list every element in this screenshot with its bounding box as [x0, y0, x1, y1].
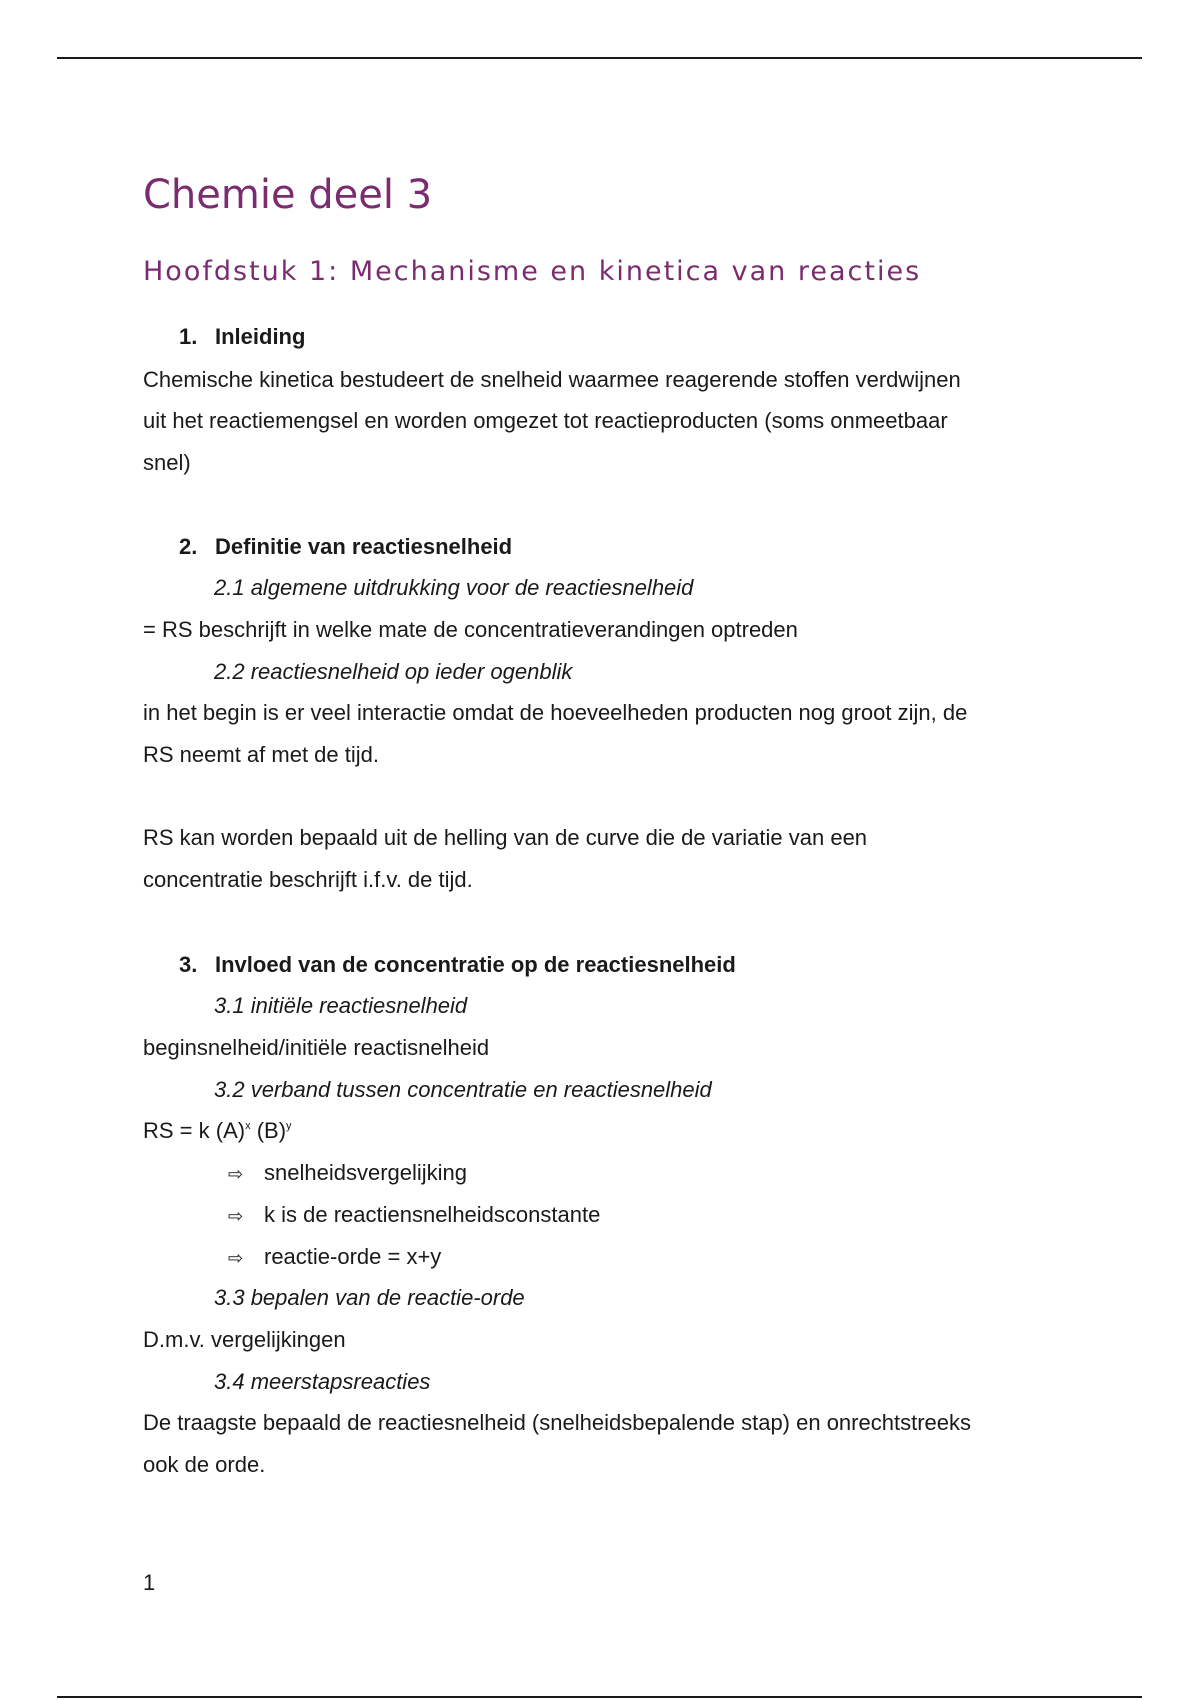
paragraph-line: = RS beschrijft in welke mate de concentratieverandingen optreden: [143, 617, 798, 642]
section-1-title: Inleiding: [215, 324, 306, 349]
list-item-text: snelheidsvergelijking: [264, 1160, 468, 1185]
arrow-right-icon: ⇨: [228, 1164, 244, 1184]
paragraph-line: ook de orde.: [143, 1452, 266, 1477]
paragraph-line: uit het reactiemengsel en worden omgezet tot reactieproducten (soms onmeetbaar: [143, 408, 948, 433]
paragraph-line: RS kan worden bepaald uit de helling van de curve die de variatie van een: [143, 825, 868, 850]
list-item-text: k is de reactiensnelheidsconstante: [264, 1202, 601, 1227]
list-item: [228, 1242, 441, 1273]
section-3-title: Invloed van de concentratie op de reactiesnelheid: [215, 952, 736, 977]
paragraph-line: in het begin is er veel interactie omdat de hoeveelheden producten nog groot zijn, de: [143, 700, 968, 725]
paragraph-line: concentratie beschrijft i.f.v. de tijd.: [143, 867, 473, 892]
rate-equation: [143, 1116, 292, 1146]
page-number: 1: [143, 1570, 156, 1595]
subsection-3-4-title: 3.4 meerstapsreacties: [214, 1369, 431, 1394]
section-2-number: 2.: [179, 534, 198, 559]
formula-part: (B): [250, 1118, 287, 1143]
arrow-right-icon: ⇨: [228, 1206, 244, 1226]
document-title: Chemie deel 3: [143, 172, 433, 218]
paragraph-line: RS neemt af met de tijd.: [143, 742, 379, 767]
subsection-2-2-title: 2.2 reactiesnelheid op ieder ogenblik: [214, 659, 573, 684]
footer-rule: [57, 1696, 1142, 1698]
header-rule: [57, 57, 1142, 59]
list-item: [228, 1158, 467, 1189]
paragraph-line: De traagste bepaald de reactiesnelheid (snelheidsbepalende stap) en onrechtstreeks: [143, 1410, 971, 1435]
chapter-title: Hoofdstuk 1: Mechanisme en kinetica van reacties: [143, 256, 922, 287]
subsection-3-3-title: 3.3 bepalen van de reactie-orde: [214, 1285, 525, 1310]
paragraph-line: Chemische kinetica bestudeert de snelheid waarmee reagerende stoffen verdwijnen: [143, 367, 961, 392]
formula-exponent: x: [245, 1120, 251, 1132]
section-1-heading: [179, 322, 305, 352]
list-item: [228, 1200, 600, 1231]
formula-part: RS = k (A): [143, 1118, 246, 1143]
paragraph-line: snel): [143, 450, 191, 475]
paragraph-line: beginsnelheid/initiële reactisnelheid: [143, 1035, 490, 1060]
section-2-title: Definitie van reactiesnelheid: [215, 534, 513, 559]
section-3-heading: [179, 950, 736, 980]
formula-exponent: y: [286, 1120, 292, 1132]
subsection-2-1-title: 2.1 algemene uitdrukking voor de reactiesnelheid: [214, 575, 694, 600]
paragraph-line: D.m.v. vergelijkingen: [143, 1327, 346, 1352]
list-item-text: reactie-orde = x+y: [264, 1244, 442, 1269]
arrow-right-icon: ⇨: [228, 1248, 244, 1268]
subsection-3-1-title: 3.1 initiële reactiesnelheid: [214, 993, 468, 1018]
subsection-3-2-title: 3.2 verband tussen concentratie en reactiesnelheid: [214, 1077, 712, 1102]
section-2-heading: [179, 532, 512, 562]
section-3-number: 3.: [179, 952, 198, 977]
section-1-number: 1.: [179, 324, 198, 349]
